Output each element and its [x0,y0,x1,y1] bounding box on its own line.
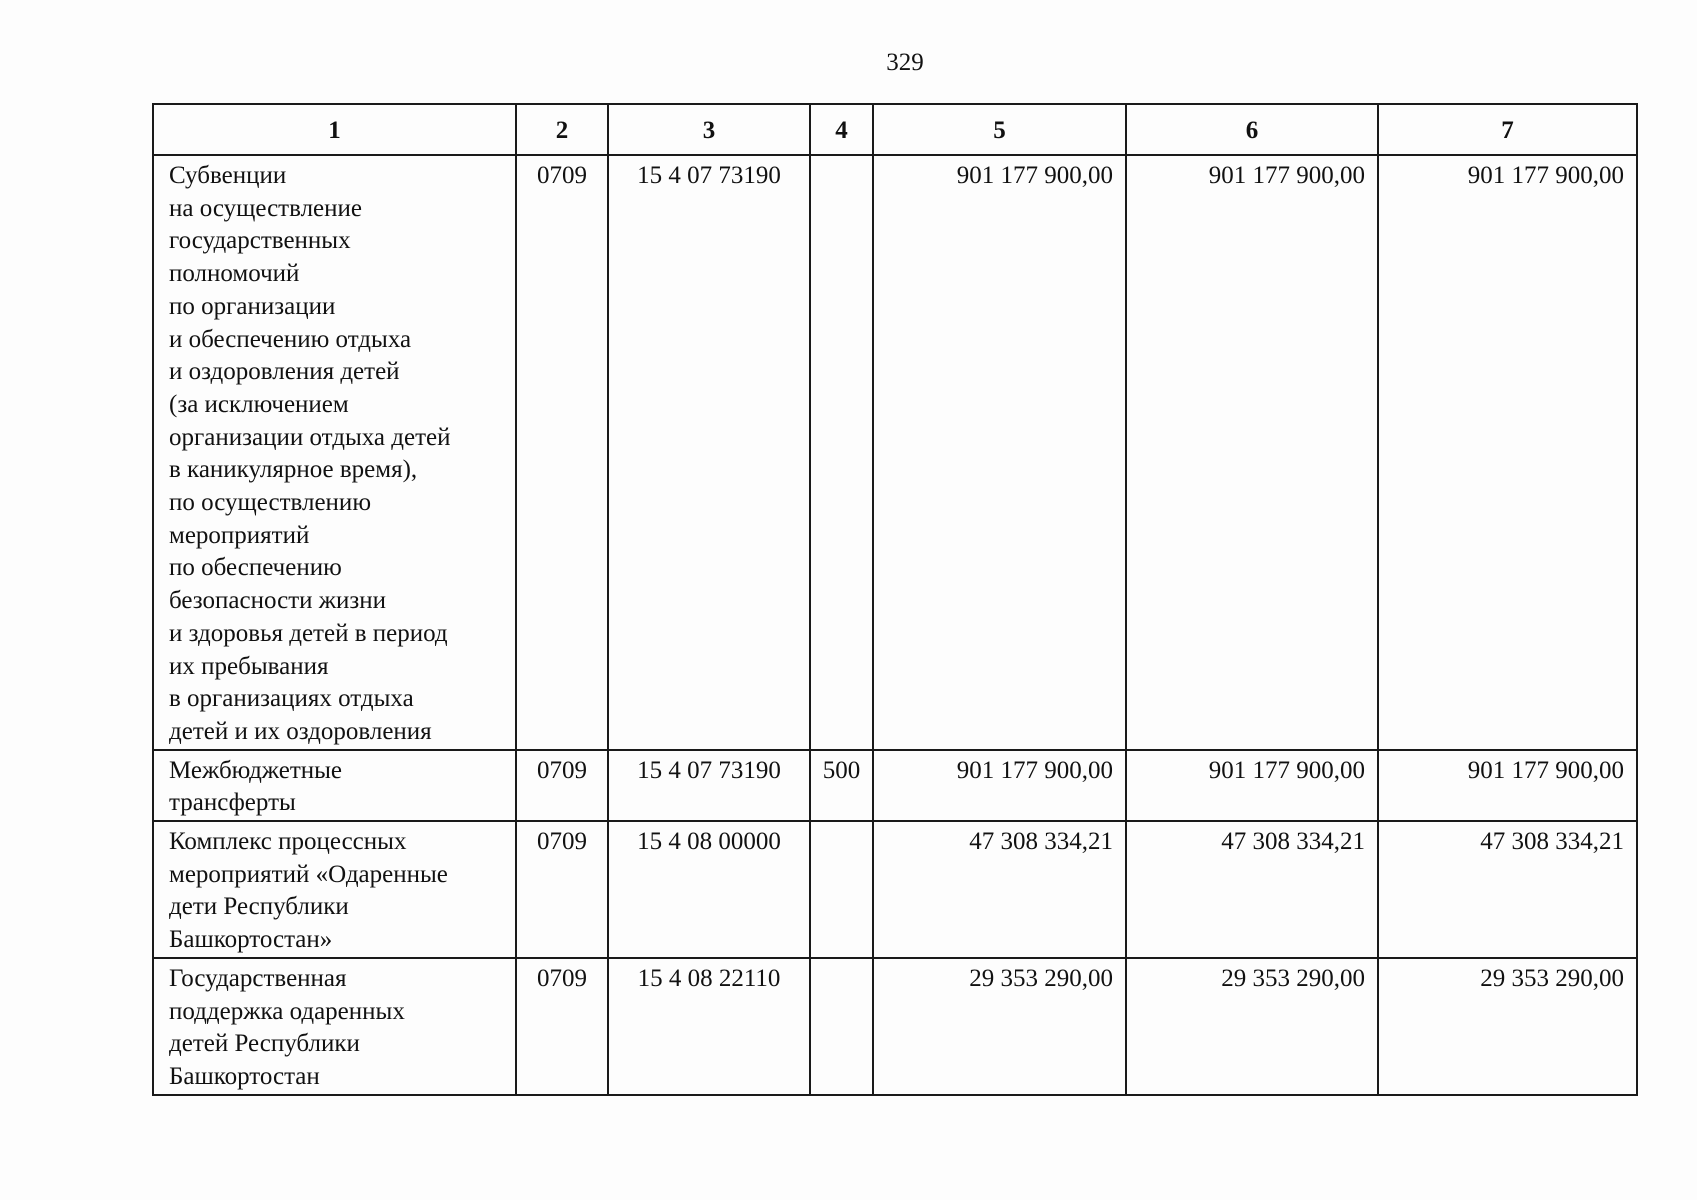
column-header: 5 [873,104,1126,155]
amount-cell: 29 353 290,00 [1126,958,1378,1095]
amount-cell: 901 177 900,00 [1378,155,1637,750]
table-row [153,958,1637,1095]
amount-cell: 47 308 334,21 [873,821,1126,958]
expense-type-cell [810,155,873,750]
expense-type-cell: 500 [810,750,873,821]
expense-type-cell [810,821,873,958]
column-header: 6 [1126,104,1378,155]
column-header: 2 [516,104,608,155]
amount-cell: 901 177 900,00 [1126,750,1378,821]
row-name-cell: Комплекс процессных мероприятий «Одаренные дети Республики Башкортостан» [153,821,516,958]
section-code-cell: 0709 [516,821,608,958]
table-row [153,821,1637,958]
page-number: 329 [886,49,924,76]
column-header: 7 [1378,104,1637,155]
column-header: 1 [153,104,516,155]
section-code-cell: 0709 [516,155,608,750]
target-code-cell: 15 4 08 00000 [608,821,810,958]
amount-cell: 901 177 900,00 [1126,155,1378,750]
amount-cell: 29 353 290,00 [1378,958,1637,1095]
amount-cell: 47 308 334,21 [1378,821,1637,958]
column-header: 3 [608,104,810,155]
section-code-cell: 0709 [516,750,608,821]
row-name-cell: Субвенции на осуществление государственных полномочий по организации и обеспечению отдыха и оздоровления детей (за исключением организации отдыха детей в каникулярное время), по осуществлению мероприятий по обеспечению безопасности жизни и здоровья детей в период их пребывания в организациях отдыха детей и их оздоровления [153,155,516,750]
amount-cell: 29 353 290,00 [873,958,1126,1095]
table-header-row [153,104,1637,155]
column-header: 4 [810,104,873,155]
amount-cell: 901 177 900,00 [1378,750,1637,821]
section-code-cell: 0709 [516,958,608,1095]
budget-table [152,103,1638,1096]
target-code-cell: 15 4 08 22110 [608,958,810,1095]
amount-cell: 901 177 900,00 [873,155,1126,750]
amount-cell: 901 177 900,00 [873,750,1126,821]
table-row [153,750,1637,821]
row-name-cell: Межбюджетные трансферты [153,750,516,821]
table-row [153,155,1637,750]
target-code-cell: 15 4 07 73190 [608,155,810,750]
row-name-cell: Государственная поддержка одаренных детей Республики Башкортостан [153,958,516,1095]
target-code-cell: 15 4 07 73190 [608,750,810,821]
expense-type-cell [810,958,873,1095]
amount-cell: 47 308 334,21 [1126,821,1378,958]
